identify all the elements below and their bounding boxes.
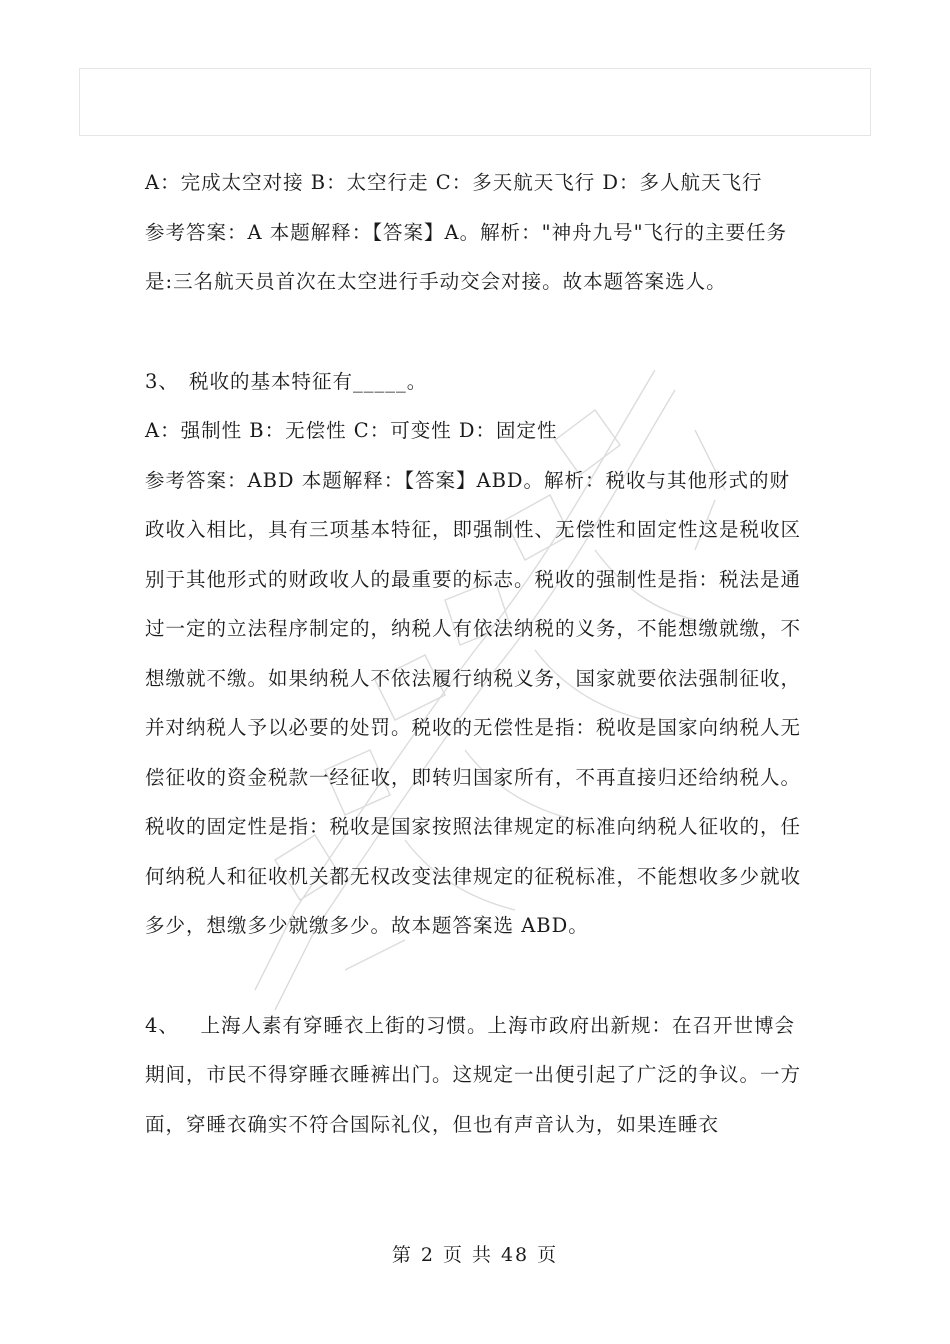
page-unit: 页 [442, 1244, 464, 1266]
total-unit: 页 [537, 1244, 559, 1266]
total-pages: 48 [500, 1244, 530, 1266]
page-label: 第 [391, 1244, 413, 1266]
page-number: 2 [420, 1244, 435, 1266]
q3-text: 税收的基本特征有_____。 [189, 369, 428, 393]
q2-options: A：完成太空对接 B：太空行走 C：多天航天飞行 D：多人航天飞行 [145, 171, 763, 194]
header-box [79, 68, 871, 136]
page-footer [0, 1240, 950, 1267]
q3-question [145, 357, 810, 407]
q4-number: 4、 [145, 1013, 179, 1037]
spacer [145, 951, 810, 1001]
q2-answer: 参考答案：A 本题解释：【答案】A。解析："神舟九号"飞行的主要任务是:三名航天员首次在太空进行手动交会对接。故本题答案选人。 [145, 220, 788, 293]
q4-text: 上海人素有穿睡衣上街的习惯。上海市政府出新规：在召开世博会期间，市民不得穿睡衣睡裤出门。这规定一出便引起了广泛的争议。一方面，穿睡衣确实不符合国际礼仪，但也有声音认为，如果连睡衣 [145, 1013, 802, 1136]
document-body [145, 158, 810, 1149]
total-label: 共 [471, 1244, 493, 1266]
q3-number: 3、 [145, 369, 179, 393]
q4-question [145, 1001, 810, 1150]
q3-answer: 参考答案：ABD 本题解释：【答案】ABD。解析：税收与其他形式的财政收入相比，具有三项基本特征，即强制性、无偿性和固定性这是税收区别于其他形式的财政收人的最重要的标志。税收的强制性是指：税法是通过一定的立法程序制定的，纳税人有依法纳税的义务，不能想缴就缴，不想缴就不缴。如果纳税人不依法履行纳税义务，国家就要依法强制征收，并对纳税人予以必要的处罚。税收的无偿性是指：税收是国家向纳税人无偿征收的资金税款一经征收，即转归国家所有，不再直接归还给纳税人。税收的固定性是指：税收是国家按照法律规定的标准向纳税人征收的，任何纳税人和征收机关都无权改变法律规定的征税标准，不能想收多少就收多少，想缴多少就缴多少。故本题答案选 ABD。 [145, 468, 802, 937]
q3-options: A：强制性 B：无偿性 C：可变性 D：固定性 [145, 419, 558, 442]
spacer [145, 307, 810, 357]
